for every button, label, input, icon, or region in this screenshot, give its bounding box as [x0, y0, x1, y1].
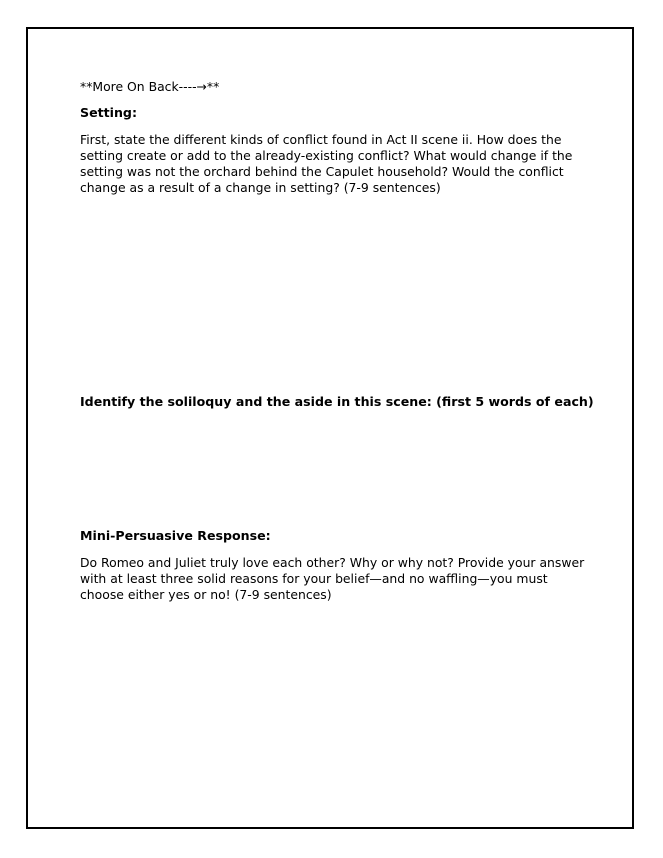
- setting-heading: Setting:: [80, 105, 137, 120]
- persuasive-prompt: Do Romeo and Juliet truly love each other? Why or why not? Provide your answer with at least three solid reasons for your belief—and no waffling—you must choose either yes or no! (7-9 sentences): [80, 555, 585, 602]
- more-on-back-note: **More On Back----→**: [80, 79, 220, 94]
- setting-prompt: First, state the different kinds of conflict found in Act II scene ii. How does the setting create or add to the already-existing conflict? What would change if the setting was not the orchard behind the Capulet household? Would the conflict change as a result of a change in setting? (7-9 sentences): [80, 132, 573, 195]
- persuasive-heading: Mini-Persuasive Response:: [80, 528, 271, 543]
- soliloquy-heading: Identify the soliloquy and the aside in this scene: (first 5 words of each): [80, 394, 594, 409]
